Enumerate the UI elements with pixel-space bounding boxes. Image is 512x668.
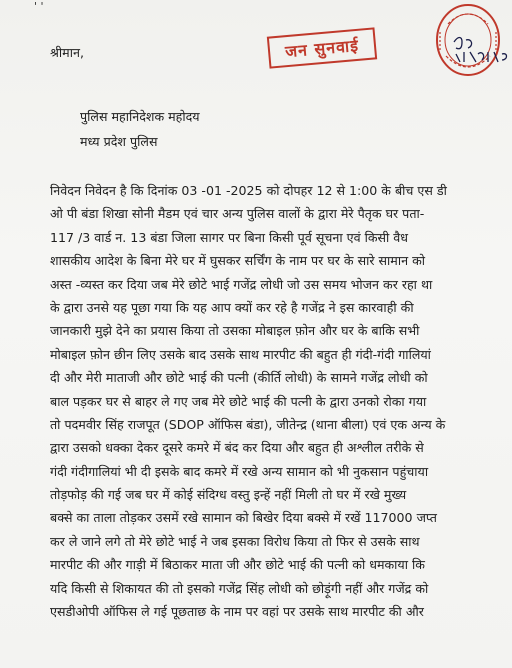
body-line: अस्त -व्यस्त कर दिया जब मेरे छोटे भाई गजेंद्र लोधी जो उस समय भोजन कर रहा था bbox=[50, 276, 433, 292]
handwritten-signature bbox=[450, 34, 512, 64]
corner-mark: ' ' bbox=[34, 0, 44, 13]
body-line: दी और मेरी माताजी और छोटे भाई की पत्नी (कीर्ति लोधी) के सामने गजेंद्र लोधी को bbox=[50, 370, 428, 386]
recipient-line-1: पुलिस महानिदेशक महोदय bbox=[80, 109, 200, 124]
body-line: एसडीओपी ऑफिस ले गई पूछताछ के नाम पर वहां पर उसके साथ मारपीट की और bbox=[50, 604, 424, 620]
body-line: निवेदन निवेदन है कि दिनांक 03 -01 -2025 को दोपहर 12 से 1:00 के बीच एस डी bbox=[50, 183, 447, 198]
jan-sunwai-stamp: जन सुनवाई bbox=[267, 27, 377, 68]
body-line: तोड़फोड़ की गई जब घर में कोई संदिग्ध वस्तु इन्हें नहीं मिली तो घर में रखे मुख्य bbox=[50, 487, 407, 503]
body-line: मोबाइल फ़ोन छीन लिए उसके बाद उसके साथ मारपीट की बहुत ही गंदी-गंदी गालियां bbox=[50, 346, 431, 362]
body-line: के द्वारा उनसे यह पूछा गया कि यह आप क्यों कर रहे है गजेंद्र ने इस कारवाही की bbox=[50, 299, 414, 315]
body-line: तो पदमवीर सिंह राजपूत (SDOP ऑफिस बंडा), जीतेन्द्र (थाना बीला) एवं एक अन्य के bbox=[50, 416, 446, 432]
body-line: बक्से का ताला तोड़कर उसमें रखे सामान को बिखेर दिया बक्से में रखें 117000 जप्त bbox=[50, 510, 437, 526]
body-line: 117 /3 वार्ड न. 13 बंडा जिला सागर पर बिना किसी पूर्व सूचना एवं किसी वैध bbox=[50, 229, 409, 245]
body-line: यदि किसी से शिकायत की तो इसको गजेंद्र सिंह लोधी को छोड़ूंगी नहीं और गजेंद्र को bbox=[50, 580, 429, 596]
body-line: द्वारा उसको धक्का देकर दूसरे कमरे में बंद कर दिया और बहुत ही अश्लील तरीके से bbox=[50, 440, 424, 456]
salutation: श्रीमान, bbox=[50, 45, 84, 60]
body-line: मारपीट की और गाड़ी में बिठाकर माता जी और छोटे भाई की पत्नी को धमकाया कि bbox=[50, 557, 425, 573]
body-line: बाल पड़कर घर से बाहर ले गए जब मेरे छोटे भाई की पत्नी के द्वारा उनको रोका गया bbox=[50, 393, 427, 409]
body-line: कर ले जाने लगे तो मेरे छोटे भाई ने जब इसका विरोध किया तो फिर से उसके साथ bbox=[50, 533, 420, 549]
body-line: ओ पी बंडा शिखा सोनी मैडम एवं चार अन्य पुलिस वालों के द्वारा मेरे पैतृक घर पता- bbox=[50, 206, 425, 222]
body-line: जानकारी मुझे देने का प्रयास किया तो उसका मोबाइल फ़ोन और घर के बाकि सभी bbox=[50, 323, 420, 339]
body-line: शासकीय आदेश के बिना मेरे घर में घुसकर सर्चिंग के नाम पर घर के सारे सामान को bbox=[50, 253, 426, 269]
recipient-line-2: मध्य प्रदेश पुलिस bbox=[80, 134, 158, 149]
body-line: गंदी गंदीगालियां भी दी इसके बाद कमरे में रखे अन्य सामान को भी नुकसान पहुंचाया bbox=[50, 463, 429, 479]
letter-body bbox=[50, 179, 470, 623]
